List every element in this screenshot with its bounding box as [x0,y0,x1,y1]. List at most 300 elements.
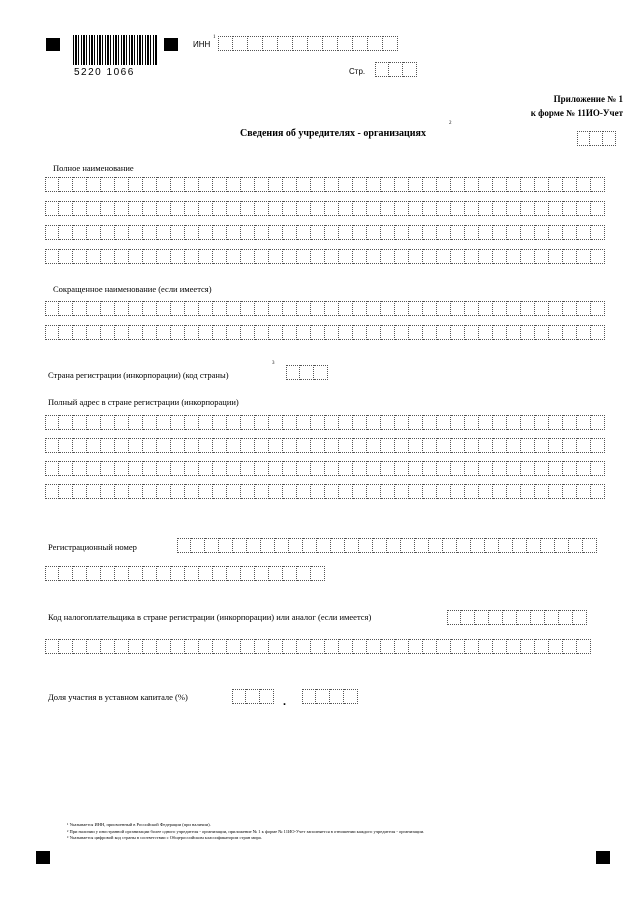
input-cell[interactable] [45,566,59,581]
input-cell[interactable] [73,639,87,654]
input-cell[interactable] [227,461,241,476]
input-cell[interactable] [521,301,535,316]
input-cell[interactable] [311,566,325,581]
input-cell[interactable] [115,249,129,264]
input-cell[interactable] [278,36,293,51]
input-cell[interactable] [269,225,283,240]
input-cell[interactable] [227,566,241,581]
inn-field[interactable] [218,36,398,51]
input-cell[interactable] [73,201,87,216]
input-cell[interactable] [521,461,535,476]
input-cell[interactable] [213,325,227,340]
input-cell[interactable] [247,538,261,553]
input-cell[interactable] [339,225,353,240]
input-cell[interactable] [157,201,171,216]
input-cell[interactable] [375,62,389,77]
input-cell[interactable] [367,201,381,216]
input-cell[interactable] [437,177,451,192]
input-cell[interactable] [157,249,171,264]
input-cell[interactable] [409,639,423,654]
input-cell[interactable] [115,484,129,499]
input-cell[interactable] [297,639,311,654]
input-cell[interactable] [115,438,129,453]
input-cell[interactable] [330,689,344,704]
input-cell[interactable] [213,177,227,192]
input-cell[interactable] [465,225,479,240]
input-cell[interactable] [395,325,409,340]
input-cell[interactable] [213,201,227,216]
input-cell[interactable] [213,249,227,264]
full-name-row-4[interactable] [45,249,605,264]
input-cell[interactable] [199,225,213,240]
input-cell[interactable] [513,538,527,553]
input-cell[interactable] [345,538,359,553]
input-cell[interactable] [485,538,499,553]
input-cell[interactable] [232,689,246,704]
input-cell[interactable] [381,461,395,476]
input-cell[interactable] [409,249,423,264]
input-cell[interactable] [143,415,157,430]
country-code-field[interactable] [286,365,328,380]
input-cell[interactable] [437,461,451,476]
input-cell[interactable] [465,484,479,499]
input-cell[interactable] [545,610,559,625]
input-cell[interactable] [507,438,521,453]
input-cell[interactable] [115,325,129,340]
input-cell[interactable] [213,438,227,453]
input-cell[interactable] [339,301,353,316]
input-cell[interactable] [213,301,227,316]
input-cell[interactable] [555,538,569,553]
input-cell[interactable] [283,461,297,476]
input-cell[interactable] [591,249,605,264]
input-cell[interactable] [465,201,479,216]
input-cell[interactable] [73,249,87,264]
input-cell[interactable] [157,484,171,499]
reg-number-row-2[interactable] [45,566,325,581]
input-cell[interactable] [199,201,213,216]
input-cell[interactable] [283,484,297,499]
input-cell[interactable] [269,566,283,581]
input-cell[interactable] [101,415,115,430]
input-cell[interactable] [129,301,143,316]
input-cell[interactable] [59,225,73,240]
input-cell[interactable] [45,415,59,430]
input-cell[interactable] [563,461,577,476]
input-cell[interactable] [409,201,423,216]
input-cell[interactable] [101,639,115,654]
input-cell[interactable] [367,249,381,264]
input-cell[interactable] [316,689,330,704]
input-cell[interactable] [297,249,311,264]
input-cell[interactable] [101,325,115,340]
input-cell[interactable] [507,484,521,499]
input-cell[interactable] [479,249,493,264]
input-cell[interactable] [577,249,591,264]
input-cell[interactable] [531,610,545,625]
input-cell[interactable] [577,131,590,146]
input-cell[interactable] [157,415,171,430]
input-cell[interactable] [59,438,73,453]
input-cell[interactable] [297,566,311,581]
input-cell[interactable] [563,249,577,264]
input-cell[interactable] [423,177,437,192]
input-cell[interactable] [171,461,185,476]
input-cell[interactable] [409,461,423,476]
input-cell[interactable] [261,538,275,553]
input-cell[interactable] [213,461,227,476]
input-cell[interactable] [129,201,143,216]
input-cell[interactable] [171,566,185,581]
input-cell[interactable] [577,484,591,499]
input-cell[interactable] [353,415,367,430]
input-cell[interactable] [559,610,573,625]
input-cell[interactable] [157,566,171,581]
input-cell[interactable] [255,461,269,476]
input-cell[interactable] [87,225,101,240]
input-cell[interactable] [199,639,213,654]
input-cell[interactable] [157,225,171,240]
tax-code-row-2[interactable] [45,639,591,654]
input-cell[interactable] [297,484,311,499]
input-cell[interactable] [233,36,248,51]
input-cell[interactable] [451,225,465,240]
input-cell[interactable] [451,177,465,192]
input-cell[interactable] [367,639,381,654]
input-cell[interactable] [87,249,101,264]
input-cell[interactable] [45,325,59,340]
input-cell[interactable] [353,639,367,654]
input-cell[interactable] [227,415,241,430]
input-cell[interactable] [493,249,507,264]
input-cell[interactable] [381,325,395,340]
input-cell[interactable] [311,201,325,216]
input-cell[interactable] [479,639,493,654]
input-cell[interactable] [373,538,387,553]
input-cell[interactable] [381,484,395,499]
input-cell[interactable] [493,225,507,240]
input-cell[interactable] [171,249,185,264]
input-cell[interactable] [395,249,409,264]
input-cell[interactable] [59,566,73,581]
input-cell[interactable] [311,639,325,654]
input-cell[interactable] [339,415,353,430]
input-cell[interactable] [129,566,143,581]
input-cell[interactable] [479,301,493,316]
input-cell[interactable] [535,438,549,453]
input-cell[interactable] [283,415,297,430]
input-cell[interactable] [353,201,367,216]
input-cell[interactable] [521,484,535,499]
input-cell[interactable] [185,438,199,453]
input-cell[interactable] [143,639,157,654]
input-cell[interactable] [157,177,171,192]
input-cell[interactable] [227,177,241,192]
input-cell[interactable] [311,484,325,499]
input-cell[interactable] [213,484,227,499]
input-cell[interactable] [423,201,437,216]
input-cell[interactable] [549,325,563,340]
input-cell[interactable] [101,438,115,453]
input-cell[interactable] [115,566,129,581]
input-cell[interactable] [383,36,398,51]
input-cell[interactable] [541,538,555,553]
input-cell[interactable] [521,249,535,264]
input-cell[interactable] [591,438,605,453]
input-cell[interactable] [241,249,255,264]
input-cell[interactable] [507,225,521,240]
input-cell[interactable] [479,484,493,499]
input-cell[interactable] [283,639,297,654]
input-cell[interactable] [527,538,541,553]
input-cell[interactable] [331,538,345,553]
input-cell[interactable] [255,639,269,654]
input-cell[interactable] [185,249,199,264]
input-cell[interactable] [129,415,143,430]
input-cell[interactable] [507,461,521,476]
input-cell[interactable] [143,566,157,581]
input-cell[interactable] [325,325,339,340]
input-cell[interactable] [535,249,549,264]
input-cell[interactable] [563,415,577,430]
input-cell[interactable] [263,36,278,51]
input-cell[interactable] [563,201,577,216]
input-cell[interactable] [409,301,423,316]
input-cell[interactable] [241,201,255,216]
input-cell[interactable] [302,689,316,704]
input-cell[interactable] [129,639,143,654]
input-cell[interactable] [73,301,87,316]
input-cell[interactable] [563,325,577,340]
input-cell[interactable] [255,201,269,216]
input-cell[interactable] [479,201,493,216]
input-cell[interactable] [199,249,213,264]
input-cell[interactable] [437,438,451,453]
input-cell[interactable] [535,639,549,654]
input-cell[interactable] [115,201,129,216]
input-cell[interactable] [199,325,213,340]
input-cell[interactable] [311,415,325,430]
share-fraction-field[interactable] [302,689,358,704]
input-cell[interactable] [325,484,339,499]
input-cell[interactable] [129,461,143,476]
input-cell[interactable] [255,438,269,453]
input-cell[interactable] [248,36,263,51]
input-cell[interactable] [339,177,353,192]
input-cell[interactable] [507,301,521,316]
input-cell[interactable] [213,415,227,430]
input-cell[interactable] [423,415,437,430]
input-cell[interactable] [577,461,591,476]
input-cell[interactable] [157,438,171,453]
input-cell[interactable] [563,438,577,453]
input-cell[interactable] [129,177,143,192]
input-cell[interactable] [311,325,325,340]
input-cell[interactable] [423,249,437,264]
input-cell[interactable] [353,325,367,340]
input-cell[interactable] [171,201,185,216]
input-cell[interactable] [549,177,563,192]
input-cell[interactable] [381,438,395,453]
input-cell[interactable] [603,131,616,146]
input-cell[interactable] [185,325,199,340]
input-cell[interactable] [129,249,143,264]
input-cell[interactable] [493,639,507,654]
input-cell[interactable] [395,415,409,430]
input-cell[interactable] [87,301,101,316]
input-cell[interactable] [323,36,338,51]
input-cell[interactable] [429,538,443,553]
input-cell[interactable] [451,301,465,316]
input-cell[interactable] [479,225,493,240]
input-cell[interactable] [471,538,485,553]
input-cell[interactable] [143,225,157,240]
input-cell[interactable] [171,177,185,192]
input-cell[interactable] [535,325,549,340]
input-cell[interactable] [59,639,73,654]
input-cell[interactable] [269,438,283,453]
input-cell[interactable] [255,566,269,581]
input-cell[interactable] [325,249,339,264]
short-name-row-2[interactable] [45,325,605,340]
input-cell[interactable] [255,484,269,499]
input-cell[interactable] [297,438,311,453]
input-cell[interactable] [535,461,549,476]
input-cell[interactable] [185,484,199,499]
input-cell[interactable] [479,415,493,430]
input-cell[interactable] [45,639,59,654]
input-cell[interactable] [423,639,437,654]
input-cell[interactable] [493,201,507,216]
input-cell[interactable] [367,301,381,316]
input-cell[interactable] [227,325,241,340]
input-cell[interactable] [591,415,605,430]
input-cell[interactable] [395,639,409,654]
input-cell[interactable] [479,438,493,453]
input-cell[interactable] [395,484,409,499]
input-cell[interactable] [563,639,577,654]
input-cell[interactable] [59,301,73,316]
input-cell[interactable] [535,415,549,430]
input-cell[interactable] [353,438,367,453]
input-cell[interactable] [591,225,605,240]
input-cell[interactable] [255,249,269,264]
input-cell[interactable] [577,177,591,192]
input-cell[interactable] [283,566,297,581]
input-cell[interactable] [297,201,311,216]
input-cell[interactable] [171,301,185,316]
input-cell[interactable] [269,415,283,430]
input-cell[interactable] [73,566,87,581]
input-cell[interactable] [171,225,185,240]
input-cell[interactable] [101,484,115,499]
input-cell[interactable] [447,610,461,625]
input-cell[interactable] [475,610,489,625]
input-cell[interactable] [367,225,381,240]
input-cell[interactable] [205,538,219,553]
input-cell[interactable] [73,325,87,340]
address-row-4[interactable] [45,484,605,499]
input-cell[interactable] [73,461,87,476]
input-cell[interactable] [303,538,317,553]
input-cell[interactable] [115,639,129,654]
input-cell[interactable] [381,415,395,430]
input-cell[interactable] [535,201,549,216]
input-cell[interactable] [563,301,577,316]
input-cell[interactable] [409,415,423,430]
input-cell[interactable] [535,301,549,316]
input-cell[interactable] [283,201,297,216]
input-cell[interactable] [241,301,255,316]
input-cell[interactable] [465,249,479,264]
input-cell[interactable] [415,538,429,553]
input-cell[interactable] [185,177,199,192]
input-cell[interactable] [260,689,274,704]
input-cell[interactable] [297,325,311,340]
input-cell[interactable] [143,461,157,476]
input-cell[interactable] [338,36,353,51]
input-cell[interactable] [45,438,59,453]
input-cell[interactable] [171,639,185,654]
input-cell[interactable] [73,225,87,240]
input-cell[interactable] [521,639,535,654]
input-cell[interactable] [101,201,115,216]
input-cell[interactable] [381,201,395,216]
input-cell[interactable] [479,461,493,476]
input-cell[interactable] [87,325,101,340]
input-cell[interactable] [437,301,451,316]
input-cell[interactable] [549,461,563,476]
input-cell[interactable] [255,415,269,430]
input-cell[interactable] [367,177,381,192]
input-cell[interactable] [423,301,437,316]
input-cell[interactable] [549,438,563,453]
input-cell[interactable] [395,201,409,216]
input-cell[interactable] [314,365,328,380]
input-cell[interactable] [493,438,507,453]
input-cell[interactable] [493,301,507,316]
input-cell[interactable] [269,325,283,340]
input-cell[interactable] [465,461,479,476]
input-cell[interactable] [521,438,535,453]
input-cell[interactable] [185,301,199,316]
input-cell[interactable] [381,301,395,316]
input-cell[interactable] [177,538,191,553]
input-cell[interactable] [308,36,323,51]
input-cell[interactable] [493,484,507,499]
input-cell[interactable] [549,301,563,316]
input-cell[interactable] [507,177,521,192]
input-cell[interactable] [87,177,101,192]
input-cell[interactable] [479,177,493,192]
input-cell[interactable] [199,438,213,453]
input-cell[interactable] [269,201,283,216]
input-cell[interactable] [171,438,185,453]
input-cell[interactable] [423,225,437,240]
input-cell[interactable] [157,639,171,654]
input-cell[interactable] [73,484,87,499]
input-cell[interactable] [381,177,395,192]
input-cell[interactable] [325,225,339,240]
input-cell[interactable] [269,484,283,499]
input-cell[interactable] [549,639,563,654]
input-cell[interactable] [521,225,535,240]
tax-code-row-1[interactable] [447,610,587,625]
input-cell[interactable] [507,325,521,340]
input-cell[interactable] [227,639,241,654]
input-cell[interactable] [549,225,563,240]
input-cell[interactable] [297,177,311,192]
